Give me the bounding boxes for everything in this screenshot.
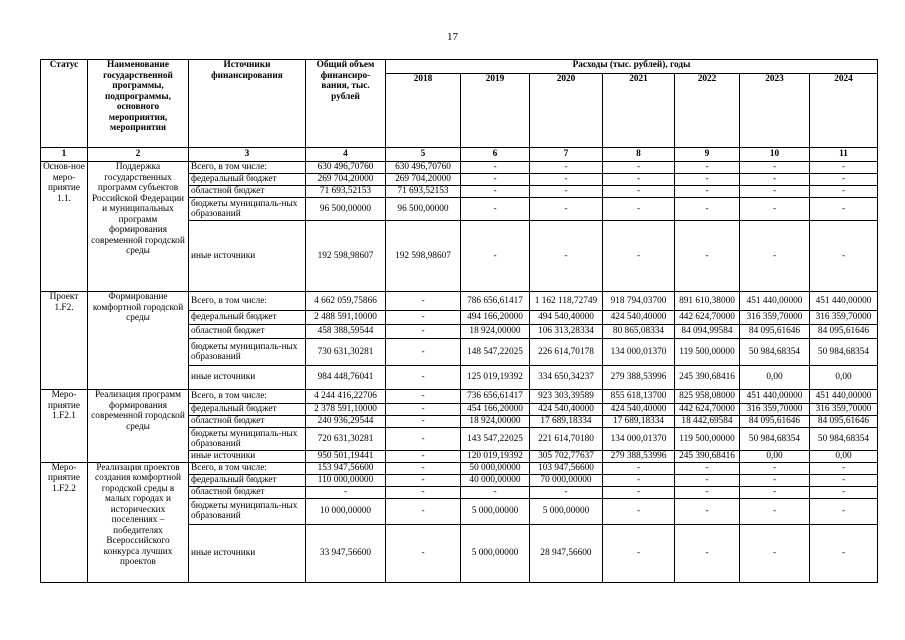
value-cell: 50 000,00000: [461, 462, 530, 474]
value-cell: -: [603, 162, 675, 174]
value-cell: 221 614,70180: [530, 428, 603, 451]
value-cell: 454 166,20000: [461, 404, 530, 416]
value-cell: -: [530, 486, 603, 498]
value-cell: 279 388,53996: [603, 451, 675, 463]
value-cell: -: [386, 325, 461, 339]
source-cell: областной бюджет: [189, 416, 306, 428]
value-cell: 5 000,00000: [461, 524, 530, 582]
total-cell: 730 631,30281: [306, 339, 386, 366]
source-cell: областной бюджет: [189, 325, 306, 339]
header-year: 2022: [675, 74, 740, 148]
value-cell: -: [810, 162, 878, 174]
header-row: [41, 60, 878, 74]
value-cell: 1 162 118,72749: [530, 292, 603, 311]
row-name: Реализация проектов создания комфортной городской среды в малых городах и исторических поселениях – победителях Всероссийского конкурса лучших проектов: [88, 462, 189, 582]
value-cell: -: [675, 498, 740, 524]
value-cell: -: [386, 474, 461, 486]
value-cell: -: [675, 221, 740, 292]
value-cell: -: [530, 186, 603, 198]
value-cell: 106 313,28334: [530, 325, 603, 339]
value-cell: 245 390,68416: [675, 366, 740, 390]
header-sources: Источники финансирования: [189, 60, 306, 148]
value-cell: 451 440,00000: [810, 292, 878, 311]
total-cell: 269 704,20000: [306, 174, 386, 186]
value-cell: -: [603, 174, 675, 186]
source-cell: иные источники: [189, 366, 306, 390]
value-cell: -: [810, 474, 878, 486]
value-cell: 918 794,03700: [603, 292, 675, 311]
value-cell: 70 000,00000: [530, 474, 603, 486]
value-cell: 50 984,68354: [810, 339, 878, 366]
value-cell: 451 440,00000: [810, 390, 878, 404]
value-cell: -: [810, 221, 878, 292]
value-cell: 84 095,61646: [810, 325, 878, 339]
header-year: 2018: [386, 74, 461, 148]
value-cell: -: [740, 524, 810, 582]
value-cell: -: [603, 186, 675, 198]
value-cell: 226 614,70178: [530, 339, 603, 366]
value-cell: 305 702,77637: [530, 451, 603, 463]
total-cell: -: [306, 486, 386, 498]
value-cell: 923 303,39589: [530, 390, 603, 404]
value-cell: -: [603, 474, 675, 486]
value-cell: 245 390,68416: [675, 451, 740, 463]
value-cell: 18 924,00000: [461, 416, 530, 428]
total-cell: 192 598,98607: [306, 221, 386, 292]
value-cell: 18 442,69584: [675, 416, 740, 428]
value-cell: 120 019,19392: [461, 451, 530, 463]
value-cell: -: [740, 462, 810, 474]
column-number: 4: [306, 148, 386, 162]
header-year: 2024: [810, 74, 878, 148]
value-cell: -: [530, 162, 603, 174]
value-cell: -: [675, 474, 740, 486]
row-name: Реализация программ формирования современной городской среды: [88, 390, 189, 463]
column-number: 6: [461, 148, 530, 162]
value-cell: -: [675, 174, 740, 186]
value-cell: -: [810, 186, 878, 198]
source-cell: иные источники: [189, 451, 306, 463]
source-cell: областной бюджет: [189, 486, 306, 498]
value-cell: 451 440,00000: [740, 292, 810, 311]
value-cell: -: [603, 221, 675, 292]
value-cell: 134 000,01370: [603, 339, 675, 366]
source-cell: бюджеты муниципаль-ных образований: [189, 498, 306, 524]
value-cell: 84 095,61646: [810, 416, 878, 428]
value-cell: 5 000,00000: [530, 498, 603, 524]
value-cell: 316 359,70000: [740, 311, 810, 325]
value-cell: 192 598,98607: [386, 221, 461, 292]
source-cell: федеральный бюджет: [189, 174, 306, 186]
value-cell: 279 388,53996: [603, 366, 675, 390]
value-cell: 40 000,00000: [461, 474, 530, 486]
value-cell: -: [675, 524, 740, 582]
value-cell: -: [675, 198, 740, 221]
total-cell: 4 244 416,22706: [306, 390, 386, 404]
value-cell: -: [740, 198, 810, 221]
value-cell: 119 500,00000: [675, 339, 740, 366]
total-cell: 10 000,00000: [306, 498, 386, 524]
value-cell: 96 500,00000: [386, 198, 461, 221]
column-number: 10: [740, 148, 810, 162]
value-cell: 84 095,61646: [740, 416, 810, 428]
value-cell: 17 689,18334: [603, 416, 675, 428]
value-cell: -: [386, 428, 461, 451]
table-row: [41, 390, 878, 404]
value-cell: -: [740, 174, 810, 186]
total-cell: 240 936,29544: [306, 416, 386, 428]
total-cell: 71 693,52153: [306, 186, 386, 198]
value-cell: -: [810, 462, 878, 474]
value-cell: 630 496,70760: [386, 162, 461, 174]
value-cell: -: [810, 486, 878, 498]
column-number: 9: [675, 148, 740, 162]
total-cell: 2 378 591,10000: [306, 404, 386, 416]
value-cell: 50 984,68354: [740, 339, 810, 366]
value-cell: 143 547,22025: [461, 428, 530, 451]
value-cell: 18 924,00000: [461, 325, 530, 339]
value-cell: -: [675, 162, 740, 174]
header-status: Статус: [41, 60, 88, 148]
value-cell: 424 540,40000: [530, 404, 603, 416]
value-cell: 451 440,00000: [740, 390, 810, 404]
header-year: 2021: [603, 74, 675, 148]
row-status: Меро-приятие 1.F2.2: [41, 462, 88, 582]
value-cell: 0,00: [740, 366, 810, 390]
value-cell: 442 624,70000: [675, 404, 740, 416]
total-cell: 2 488 591,10000: [306, 311, 386, 325]
value-cell: -: [810, 174, 878, 186]
value-cell: -: [810, 498, 878, 524]
value-cell: -: [386, 390, 461, 404]
value-cell: 891 610,38000: [675, 292, 740, 311]
value-cell: 0,00: [810, 366, 878, 390]
source-cell: Всего, в том числе:: [189, 462, 306, 474]
value-cell: -: [461, 186, 530, 198]
value-cell: -: [675, 486, 740, 498]
row-status: Меро-приятие 1.F2.1: [41, 390, 88, 463]
source-cell: Всего, в том числе:: [189, 292, 306, 311]
value-cell: -: [461, 486, 530, 498]
value-cell: -: [530, 174, 603, 186]
source-cell: Всего, в том числе:: [189, 162, 306, 174]
value-cell: 316 359,70000: [810, 311, 878, 325]
source-cell: бюджеты муниципаль-ных образований: [189, 339, 306, 366]
value-cell: -: [386, 416, 461, 428]
value-cell: 736 656,61417: [461, 390, 530, 404]
source-cell: иные источники: [189, 524, 306, 582]
financing-table: [40, 59, 878, 583]
value-cell: -: [603, 462, 675, 474]
value-cell: -: [603, 524, 675, 582]
value-cell: -: [675, 462, 740, 474]
value-cell: -: [603, 486, 675, 498]
source-cell: Всего, в том числе:: [189, 390, 306, 404]
value-cell: 334 650,34237: [530, 366, 603, 390]
column-number: 2: [88, 148, 189, 162]
value-cell: 424 540,40000: [603, 311, 675, 325]
value-cell: -: [386, 311, 461, 325]
total-cell: 4 662 059,75866: [306, 292, 386, 311]
value-cell: -: [740, 186, 810, 198]
row-status: Проект 1.F2.: [41, 292, 88, 390]
value-cell: -: [461, 174, 530, 186]
column-number: 7: [530, 148, 603, 162]
total-cell: 950 501,19441: [306, 451, 386, 463]
header-year: 2019: [461, 74, 530, 148]
column-number: 11: [810, 148, 878, 162]
value-cell: 0,00: [810, 451, 878, 463]
header-name: Наименование государственной программы, подпрограммы, основного мероприятия, мероприятия: [88, 60, 189, 148]
header-year: 2023: [740, 74, 810, 148]
value-cell: -: [810, 524, 878, 582]
value-cell: -: [675, 186, 740, 198]
value-cell: 825 958,08000: [675, 390, 740, 404]
value-cell: -: [740, 486, 810, 498]
row-name: Формирование комфортной городской среды: [88, 292, 189, 390]
value-cell: -: [603, 198, 675, 221]
value-cell: 269 704,20000: [386, 174, 461, 186]
column-number: 1: [41, 148, 88, 162]
value-cell: 119 500,00000: [675, 428, 740, 451]
value-cell: -: [461, 221, 530, 292]
value-cell: -: [530, 198, 603, 221]
value-cell: -: [386, 292, 461, 311]
value-cell: 786 656,61417: [461, 292, 530, 311]
value-cell: -: [740, 498, 810, 524]
source-cell: федеральный бюджет: [189, 311, 306, 325]
source-cell: иные источники: [189, 221, 306, 292]
value-cell: 855 618,13700: [603, 390, 675, 404]
total-cell: 96 500,00000: [306, 198, 386, 221]
total-cell: 110 000,00000: [306, 474, 386, 486]
table-row: [41, 162, 878, 174]
value-cell: -: [530, 221, 603, 292]
value-cell: -: [740, 162, 810, 174]
value-cell: 28 947,56600: [530, 524, 603, 582]
value-cell: -: [386, 524, 461, 582]
value-cell: -: [386, 486, 461, 498]
value-cell: 103 947,56600: [530, 462, 603, 474]
row-status: Основ-ное меро-приятие 1.1.: [41, 162, 88, 292]
source-cell: областной бюджет: [189, 186, 306, 198]
total-cell: 720 631,30281: [306, 428, 386, 451]
total-cell: 458 388,59544: [306, 325, 386, 339]
value-cell: -: [461, 162, 530, 174]
value-cell: -: [386, 339, 461, 366]
value-cell: 125 019,19392: [461, 366, 530, 390]
value-cell: -: [740, 221, 810, 292]
value-cell: 424 540,40000: [603, 404, 675, 416]
header-expenses: Расходы (тыс. рублей), годы: [386, 60, 878, 74]
total-cell: 630 496,70760: [306, 162, 386, 174]
value-cell: -: [386, 366, 461, 390]
table-row: [41, 292, 878, 311]
value-cell: 148 547,22025: [461, 339, 530, 366]
total-cell: 984 448,76041: [306, 366, 386, 390]
value-cell: 494 540,40000: [530, 311, 603, 325]
value-cell: 17 689,18334: [530, 416, 603, 428]
value-cell: 71 693,52153: [386, 186, 461, 198]
value-cell: -: [603, 498, 675, 524]
source-cell: федеральный бюджет: [189, 474, 306, 486]
value-cell: -: [386, 498, 461, 524]
row-name: Поддержка государственных программ субъектов Российской Федерации и муниципальных программ формирования современной городской среды: [88, 162, 189, 292]
value-cell: -: [740, 474, 810, 486]
value-cell: 5 000,00000: [461, 498, 530, 524]
value-cell: 0,00: [740, 451, 810, 463]
value-cell: -: [810, 198, 878, 221]
value-cell: 494 166,20000: [461, 311, 530, 325]
column-numbers-row: [41, 148, 878, 162]
source-cell: федеральный бюджет: [189, 404, 306, 416]
value-cell: -: [386, 462, 461, 474]
table-row: [41, 462, 878, 474]
value-cell: 316 359,70000: [740, 404, 810, 416]
value-cell: 50 984,68354: [740, 428, 810, 451]
value-cell: 316 359,70000: [810, 404, 878, 416]
total-cell: 153 947,56600: [306, 462, 386, 474]
source-cell: бюджеты муниципаль-ных образований: [189, 428, 306, 451]
header-total: Общий объем финансиро-вания, тыс. рублей: [306, 60, 386, 148]
column-number: 3: [189, 148, 306, 162]
value-cell: 84 094,99584: [675, 325, 740, 339]
value-cell: 442 624,70000: [675, 311, 740, 325]
page-number: 17: [447, 31, 458, 43]
value-cell: -: [461, 198, 530, 221]
value-cell: -: [386, 451, 461, 463]
source-cell: бюджеты муниципаль-ных образований: [189, 198, 306, 221]
value-cell: 84 095,61646: [740, 325, 810, 339]
value-cell: 134 000,01370: [603, 428, 675, 451]
column-number: 5: [386, 148, 461, 162]
value-cell: -: [386, 404, 461, 416]
header-year: 2020: [530, 74, 603, 148]
total-cell: 33 947,56600: [306, 524, 386, 582]
column-number: 8: [603, 148, 675, 162]
value-cell: 80 865,08334: [603, 325, 675, 339]
value-cell: 50 984,68354: [810, 428, 878, 451]
